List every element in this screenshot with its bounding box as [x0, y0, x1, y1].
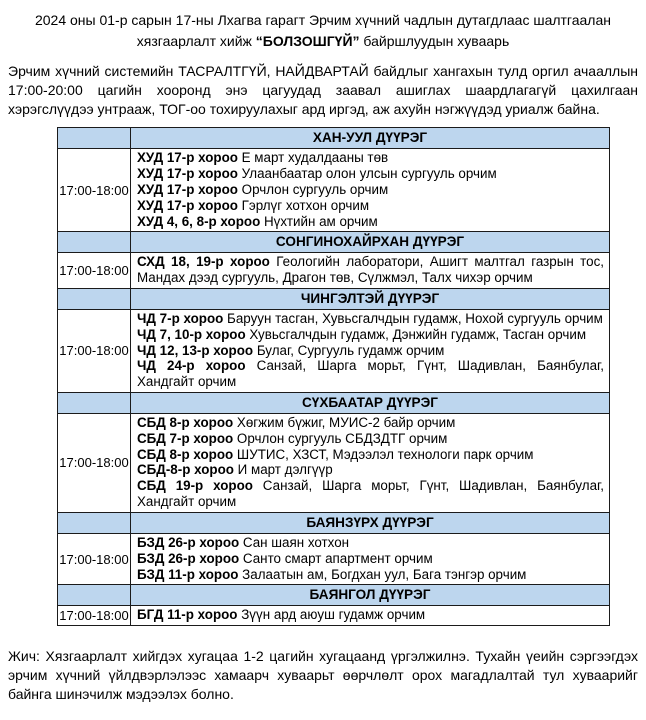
district-header-spacer-cell	[58, 393, 131, 414]
district-body-row	[58, 414, 610, 513]
district-name: ЧИНГЭЛТЭЙ ДҮҮРЭГ	[131, 288, 610, 309]
schedule-entry-khoroo: СБД 8-р хороо	[137, 415, 234, 430]
district-header-row	[58, 585, 610, 606]
schedule-entry-khoroo: БЗД 26-р хороо	[137, 534, 240, 550]
schedule-entry: СБД 7-р хороо Орчлон сургууль СБДЗДТГ орчим	[137, 430, 448, 446]
title-line2-prefix: хязгаарлалт хийж	[136, 33, 256, 49]
schedule-entry-khoroo: СБД 19-р хороо	[137, 478, 253, 494]
schedule-entry-khoroo: СБД 7-р хороо	[137, 430, 234, 446]
district-body-row	[58, 149, 610, 232]
schedule-entry: БГД 11-р хороо Зүүн ард аюуш гудамж орчим	[137, 607, 426, 623]
places-cell	[131, 309, 610, 392]
schedule-entry-khoroo: СХД 18, 19-р хороо	[137, 254, 270, 270]
title-line2-bold: “БОЛЗОШГҮЙ”	[255, 33, 360, 49]
schedule-entry-khoroo: ХУД 4, 6, 8-р хороо	[137, 213, 261, 229]
schedule-entry-khoroo: БЗД 11-р хороо	[137, 566, 239, 582]
schedule-entry: ХУД 17-р хороо Орчлон сургууль орчим	[137, 181, 389, 197]
schedule-entry: ХУД 17-р хороо Улаанбаатар олон улсын сургууль орчим	[137, 166, 497, 182]
title-line2-suffix: байршлуудын хуваарь	[359, 33, 510, 49]
schedule-entry: ЧД 7, 10-р хороо Хувьсгалчдын гудамж, Дэнжийн гудамж, Тасган орчим	[137, 326, 587, 342]
time-cell: 17:00-18:00	[58, 253, 131, 289]
district-body-row	[58, 606, 610, 626]
district-header-row	[58, 232, 610, 253]
schedule-entry-khoroo: БГД 11-р хороо	[137, 607, 238, 623]
district-header-spacer-cell	[58, 512, 131, 533]
schedule-entry: СБД 8-р хороо ШУТИС, ХЗСТ, Мэдээлэл технологи парк орчим	[137, 446, 534, 462]
schedule-table	[57, 127, 610, 626]
schedule-entry-khoroo: СБД-8-р хороо	[137, 462, 234, 478]
schedule-entry: СБД 19-р хороо Санзай, Шарга морьт, Гүнт, Шадивлан, Баянбулаг, Хандгайт орчим	[137, 478, 604, 510]
intro-paragraph: Эрчим хүчний системийн ТАСРАЛТГҮЙ, НАЙДВАРТАЙ байдлыг хангахын тулд оргил ачааллын 17:00-20:00 цагийн хооронд энэ цагуудад заавал ашиглах шаардлагагүй цахилгаан хэрэгслүүдээ унтрааж, ТОГ-оо тохируулахыг ард иргэд, аж ахуйн нэгжүүдэд уриалж байна.	[8, 63, 638, 117]
district-header-row	[58, 288, 610, 309]
title-line1: 2024 оны 01-р сарын 17-ны Лхагва гарагт Эрчим хүчний чадлын дутагдлаас шалтгаалан	[34, 12, 611, 28]
places-cell	[131, 253, 610, 289]
schedule-entry-khoroo: ХУД 17-р хороо	[137, 150, 238, 166]
time-cell: 17:00-18:00	[58, 309, 131, 392]
schedule-entry-khoroo: ХУД 17-р хороо	[137, 197, 238, 213]
time-cell: 17:00-18:00	[58, 149, 131, 232]
schedule-entry: БЗД 26-р хороо Сан шаян хотхон	[137, 534, 350, 550]
district-name: СҮХБААТАР ДҮҮРЭГ	[131, 393, 610, 414]
district-name: БАЯНЗҮРХ ДҮҮРЭГ	[131, 512, 610, 533]
schedule-entry-khoroo: ЧД 24-р хороо	[137, 358, 246, 374]
district-name: ХАН-УУЛ ДҮҮРЭГ	[131, 128, 610, 149]
schedule-entry-khoroo: ЧД 12, 13-р хороо	[137, 342, 254, 358]
district-header-spacer-cell	[58, 288, 131, 309]
district-body-row	[58, 253, 610, 289]
district-body-row	[58, 533, 610, 584]
schedule-entry: ХУД 17-р хороо Гэрлүг хотхон орчим	[137, 197, 370, 213]
schedule-entry-khoroo: ХУД 17-р хороо	[137, 166, 238, 182]
schedule-entry-khoroo: БЗД 26-р хороо	[137, 550, 240, 566]
district-header-row	[58, 393, 610, 414]
places-cell	[131, 533, 610, 584]
schedule-entry: СБД-8-р хороо И март дэлгүүр	[137, 462, 333, 478]
schedule-entry: СХД 18, 19-р хороо Геологийн лаборатори, Ашигт малтгал газрын тос, Мандах дээд сургууль, Драгон төв, Сүлжмэл, Талх чихэр орчим	[137, 254, 604, 286]
schedule-entry: СБД 8-р хороо Хөгжим бүжиг, МУИС-2 байр орчим	[137, 415, 456, 430]
district-name: СОНГИНОХАЙРХАН ДҮҮРЭГ	[131, 232, 610, 253]
schedule-entry-khoroo: ХУД 17-р хороо	[137, 181, 238, 197]
schedule-entry: ХУД 4, 6, 8-р хороо Нүхтийн ам орчим	[137, 213, 378, 229]
schedule-entry-khoroo: СБД 8-р хороо	[137, 446, 234, 462]
schedule-entry: ЧД 24-р хороо Санзай, Шарга морьт, Гүнт, Шадивлан, Баянбулаг, Хандгайт орчим	[137, 358, 604, 390]
schedule-table-body	[58, 128, 610, 626]
document-title	[14, 10, 632, 52]
district-body-row	[58, 309, 610, 392]
footer-note: Жич: Хязгаарлалт хийгдэх хугацаа 1-2 цагийн хугацаанд үргэлжилнэ. Тухайн үеийн сэргээгдэх эрчим хүчний үйлдвэрлэлээс хамаарч хуваарьт өөрчлөлт орох магадлалтай тул хуваарийг байнга шинэчилж мэдээлэх болно.	[8, 648, 638, 702]
schedule-entry: ХУД 17-р хороо Е март худалдааны төв	[137, 150, 389, 166]
district-header-spacer-cell	[58, 128, 131, 149]
time-cell: 17:00-18:00	[58, 606, 131, 626]
district-header-row	[58, 512, 610, 533]
district-header-spacer-cell	[58, 232, 131, 253]
district-header-row	[58, 128, 610, 149]
district-name: БАЯНГОЛ ДҮҮРЭГ	[131, 585, 610, 606]
places-cell	[131, 149, 610, 232]
schedule-entry-khoroo: ЧД 7, 10-р хороо	[137, 326, 246, 342]
schedule-entry: ЧД 7-р хороо Баруун тасган, Хувьсгалчдын гудамж, Нохой сургууль орчим	[137, 310, 603, 326]
places-cell	[131, 414, 610, 513]
time-cell: 17:00-18:00	[58, 414, 131, 513]
schedule-entry: ЧД 12, 13-р хороо Булаг, Сургууль гудамж орчим	[137, 342, 445, 358]
schedule-entry-khoroo: ЧД 7-р хороо	[137, 310, 224, 326]
district-header-spacer-cell	[58, 585, 131, 606]
places-cell	[131, 606, 610, 626]
schedule-entry: БЗД 26-р хороо Санто смарт апартмент орчим	[137, 550, 433, 566]
time-cell: 17:00-18:00	[58, 533, 131, 584]
schedule-entry: БЗД 11-р хороо Залаатын ам, Богдхан уул, Бага тэнгэр орчим	[137, 566, 527, 582]
